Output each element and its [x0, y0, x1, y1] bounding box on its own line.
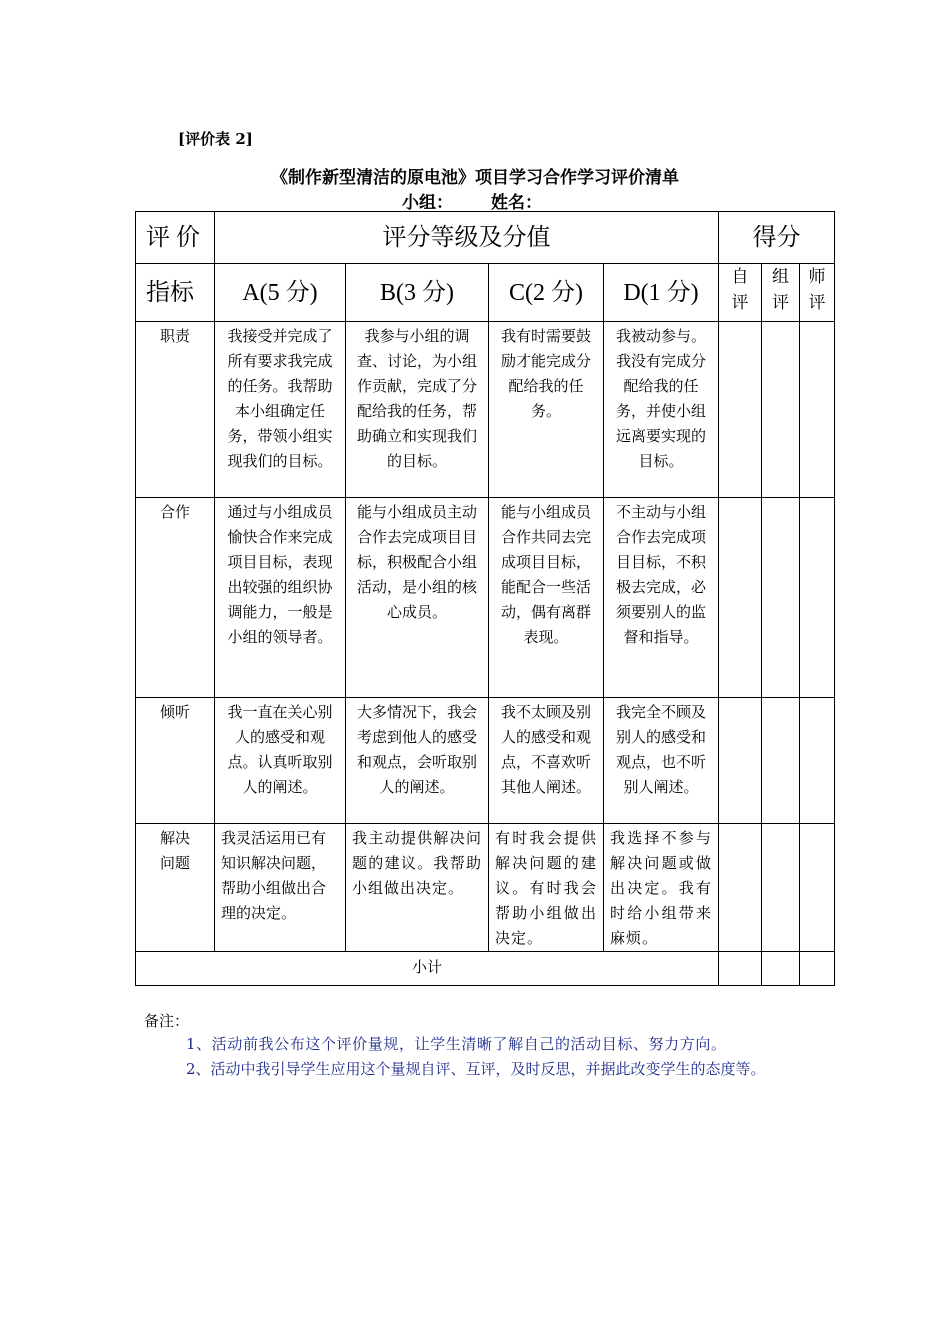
level-b-cell: 能与小组成员主动合作去完成项目目标，积极配合小组活动，是小组的核心成员。	[346, 498, 489, 698]
teacher-score-cell[interactable]	[800, 698, 835, 824]
name-field-label: 姓名：	[491, 193, 542, 213]
header-levels-title: 评分等级及分值	[215, 212, 719, 264]
note-item: 1、活动前我公布这个评价量规，让学生清晰了解自己的活动目标、努力方向。	[186, 1035, 727, 1053]
level-c-cell: 能与小组成员合作共同去完成项目目标，能配合一些活动，偶有离群表现。	[489, 498, 604, 698]
header-level-c: C(2 分)	[489, 264, 604, 322]
notes-heading: 备注：	[144, 1012, 190, 1030]
header-self-score: 自 评	[719, 264, 762, 322]
header-score-title: 得分	[719, 212, 835, 264]
form-label: [评价表 2]	[178, 130, 253, 148]
level-a-cell: 我接受并完成了所有要求我完成的任务。我帮助本小组确定任务，带领小组实现我们的目标。	[215, 322, 346, 498]
row-indicator: 合作	[136, 498, 215, 698]
level-a-cell: 我一直在关心别人的感受和观点。认真听取别人的阐述。	[215, 698, 346, 824]
header-teacher-score: 师 评	[800, 264, 835, 322]
teacher-subtotal-cell[interactable]	[800, 952, 835, 986]
group-score-cell[interactable]	[762, 824, 800, 952]
group-score-cell[interactable]	[762, 322, 800, 498]
level-c-cell: 有时我会提供解决问题的建议。有时我会帮助小组做出决定。	[489, 824, 604, 952]
table-row	[136, 824, 835, 952]
level-c-cell: 我不太顾及别人的感受和观点，不喜欢听其他人阐述。	[489, 698, 604, 824]
header-level-d: D(1 分)	[604, 264, 719, 322]
self-score-cell[interactable]	[719, 824, 762, 952]
row-indicator: 职责	[136, 322, 215, 498]
header-indicator-bottom: 指标	[136, 264, 215, 322]
group-score-cell[interactable]	[762, 498, 800, 698]
self-subtotal-cell[interactable]	[719, 952, 762, 986]
teacher-score-cell[interactable]	[800, 498, 835, 698]
level-d-cell: 我被动参与。我没有完成分配给我的任务，并使小组远离要实现的目标。	[604, 322, 719, 498]
note-item: 2、活动中我引导学生应用这个量规自评、互评，及时反思，并据此改变学生的态度等。	[186, 1060, 766, 1078]
header-level-b: B(3 分)	[346, 264, 489, 322]
group-subtotal-cell[interactable]	[762, 952, 800, 986]
row-indicator: 倾听	[136, 698, 215, 824]
table-row	[136, 498, 835, 698]
header-indicator-top: 评 价	[136, 212, 215, 264]
table-row	[136, 698, 835, 824]
evaluation-table	[135, 211, 835, 986]
level-d-cell: 我完全不顾及别人的感受和观点，也不听别人阐述。	[604, 698, 719, 824]
teacher-score-cell[interactable]	[800, 824, 835, 952]
level-b-cell: 大多情况下，我会考虑到他人的感受和观点，会听取别人的阐述。	[346, 698, 489, 824]
self-score-cell[interactable]	[719, 498, 762, 698]
level-d-cell: 不主动与小组合作去完成项目目标，不积极去完成，必须要别人的监督和指导。	[604, 498, 719, 698]
level-d-cell: 我选择不参与解决问题或做出决定。我有时给小组带来麻烦。	[604, 824, 719, 952]
level-a-cell: 我灵活运用已有知识解决问题，帮助小组做出合理的决定。	[215, 824, 346, 952]
row-indicator: 解决问题	[136, 824, 215, 952]
teacher-score-cell[interactable]	[800, 322, 835, 498]
header-group-score: 组 评	[762, 264, 800, 322]
self-score-cell[interactable]	[719, 322, 762, 498]
level-b-cell: 我参与小组的调查、讨论，为小组作贡献，完成了分配给我的任务，帮助确立和实现我们的目标。	[346, 322, 489, 498]
level-b-cell: 我主动提供解决问题的建议。我帮助小组做出决定。	[346, 824, 489, 952]
page-subtitle	[0, 188, 950, 213]
header-level-a: A(5 分)	[215, 264, 346, 322]
group-score-cell[interactable]	[762, 698, 800, 824]
page-title: 《制作新型清洁的原电池》项目学习合作学习评价清单	[271, 168, 679, 188]
subtotal-row	[136, 952, 835, 986]
subtotal-label: 小计	[136, 952, 719, 986]
group-field-label: 小组：	[402, 193, 453, 213]
table-row	[136, 322, 835, 498]
level-c-cell: 我有时需要鼓励才能完成分配给我的任务。	[489, 322, 604, 498]
level-a-cell: 通过与小组成员愉快合作来完成项目目标，表现出较强的组织协调能力，一般是小组的领导者。	[215, 498, 346, 698]
self-score-cell[interactable]	[719, 698, 762, 824]
